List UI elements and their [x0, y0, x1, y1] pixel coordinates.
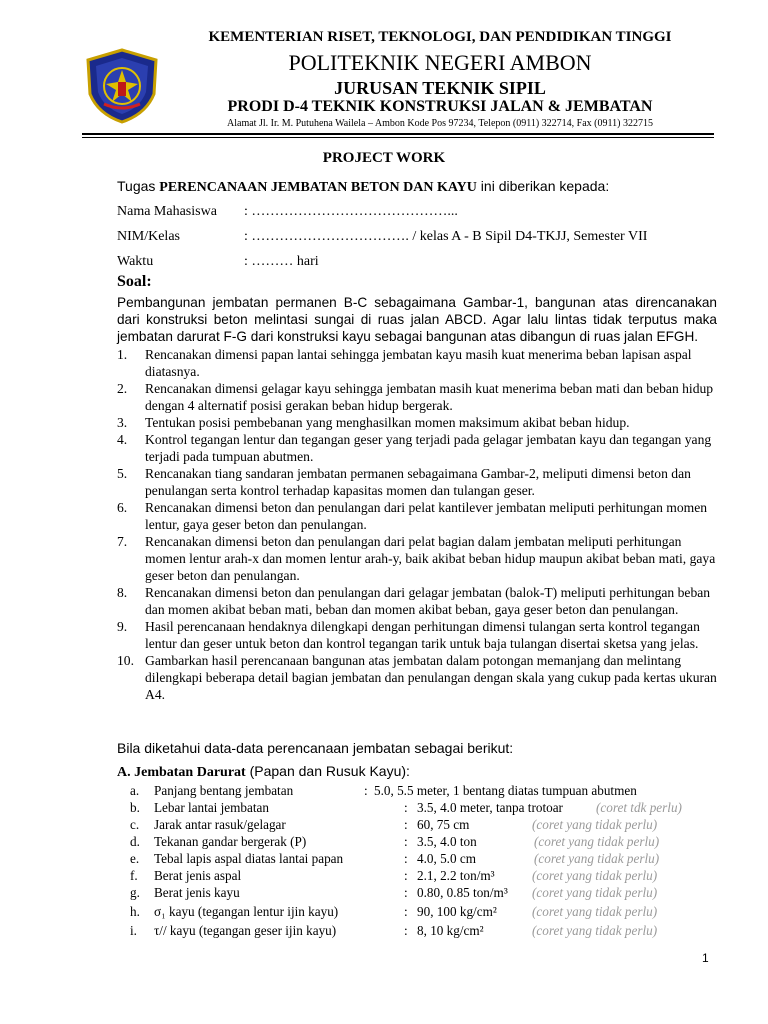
assignment-line — [117, 178, 609, 196]
spec-letter: h. — [130, 904, 140, 919]
program-name: PRODI D-4 TEKNIK KONSTRUKSI JALAN & JEMBATAN — [227, 98, 653, 115]
item-number: 10. — [117, 653, 134, 668]
spec-note: (coret yang tidak perlu) — [532, 885, 658, 900]
institution-name: POLITEKNIK NEGERI AMBON — [288, 50, 592, 75]
item-text: Rencanakan dimensi beton dan penulangan dari pelat bagian dalam jembatan meliputi perhitungan momen lentur arah-x dan momen lentur arah-y, baik akibat beban hidup maupun akibat beban mati, gaya geser beton dan penulangan. — [145, 534, 716, 583]
document-title: PROJECT WORK — [322, 150, 446, 166]
waktu-value: : ……… hari — [244, 254, 319, 269]
list-item — [117, 584, 717, 618]
item-number: 3. — [117, 415, 128, 430]
nama-value: : ……………………………………... — [244, 204, 458, 219]
list-item — [117, 618, 717, 652]
section-a-suffix: (Papan dan Rusuk Kayu): — [245, 763, 410, 779]
section-a-heading — [117, 763, 410, 781]
nim-label: NIM/Kelas — [117, 229, 180, 244]
spec-colon: : — [404, 923, 408, 938]
spec-letter: d. — [130, 834, 140, 849]
spec-note: (coret yang tidak perlu) — [534, 851, 660, 866]
list-item — [117, 652, 717, 703]
spec-note: (coret yang tidak perlu) — [532, 904, 658, 919]
item-text: Gambarkan hasil perencanaan bangunan atas jembatan dalam potongan memanjang dan melintang dilengkapi beberapa detail bagian jembatan dan penulangan dengan skala yang cukup pada kertas ukuran A4. — [145, 653, 717, 702]
ministry-heading: KEMENTERIAN RISET, TEKNOLOGI, DAN PENDIDIKAN TINGGI — [208, 29, 672, 45]
assignment-suffix: ini diberikan kepada: — [480, 178, 610, 194]
item-text: Kontrol tegangan lentur dan tegangan geser yang terjadi pada gelagar jembatan kayu dan tegangan yang terjadi pada tumpuan abutmen. — [145, 432, 712, 464]
data-intro: Bila diketahui data-data perencanaan jembatan sebagai berikut: — [117, 740, 514, 756]
intro-paragraph: Pembangunan jembatan permanen B-C sebagaimana Gambar-1, bangunan atas direncanakan dari konstruksi beton melintasi sungai di ruas jalan ABCD. Agar lalu lintas tidak terputus maka jembatan darurat F-G dari konstruksi kayu sebagai bangunan atas dibangun di ruas jalan EFGH. — [117, 295, 717, 344]
address-line: Alamat Jl. Ir. M. Putuhena Wailela – Ambon Kode Pos 97234, Telepon (0911) 322714, Fax (0911) 322715 — [227, 118, 653, 129]
list-item — [117, 499, 717, 533]
item-text: Rencanakan dimensi gelagar kayu sehingga jembatan masih kuat menerima beban mati dan beban hidup dengan 4 alternatif posisi gerakan beban hidup bergerak. — [145, 381, 714, 413]
spec-value: 2.1, 2.2 ton/m³ — [417, 868, 495, 883]
spec-value: 8, 10 kg/cm² — [417, 923, 484, 938]
soal-heading: Soal: — [117, 273, 152, 290]
page-number: 1 — [702, 951, 709, 965]
assignment-subject: PERENCANAAN JEMBATAN BETON DAN KAYU — [159, 180, 477, 195]
spec-value: 60, 75 cm — [417, 817, 470, 832]
spec-colon: : — [404, 851, 408, 866]
spec-letter: e. — [130, 851, 140, 866]
spec-label: Berat jenis aspal — [154, 868, 242, 883]
spec-note: (coret yang tidak perlu) — [534, 834, 660, 849]
item-number: 9. — [117, 619, 128, 634]
item-text: Rencanakan dimensi beton dan penulangan dari gelagar jembatan (balok-T) meliputi perhitungan beban dan momen akibat beban mati, beban dan momen akibat beban, gaya geser beton dan penulangan. — [145, 585, 711, 617]
item-number: 2. — [117, 381, 128, 396]
item-text: Rencanakan dimensi papan lantai sehingga jembatan kayu masih kuat menerima beban lapisan aspal diatasnya. — [145, 347, 692, 379]
nim-value: : ……………………………. / kelas A - B Sipil D4-TKJJ, Semester VII — [244, 229, 648, 244]
item-number: 7. — [117, 534, 128, 549]
item-text: Rencanakan dimensi beton dan penulangan dari pelat kantilever jembatan meliputi perhitungan momen lentur, gaya geser beton dan penulangan. — [145, 500, 708, 532]
spec-note: (coret yang tidak perlu) — [532, 868, 658, 883]
list-item — [117, 465, 717, 499]
spec-label: Tebal lapis aspal diatas lantai papan — [154, 851, 344, 866]
spec-letter: i. — [130, 923, 137, 938]
section-a-title: A. Jembatan Darurat — [117, 765, 246, 780]
spec-value: 5.0, 5.5 meter, 1 bentang diatas tumpuan abutmen — [374, 783, 637, 798]
task-list — [117, 346, 717, 703]
spec-colon: : — [404, 817, 408, 832]
spec-note: (coret yang tidak perlu) — [532, 817, 658, 832]
list-item — [117, 431, 717, 465]
nama-label: Nama Mahasiswa — [117, 204, 217, 219]
spec-colon: : — [364, 783, 368, 798]
department-name: JURUSAN TEKNIK SIPIL — [334, 78, 546, 98]
item-text: Tentukan posisi pembebanan yang menghasilkan momen maksimum akibat beban hidup. — [145, 415, 630, 430]
header-rule-thick — [82, 133, 714, 135]
spec-colon: : — [404, 834, 408, 849]
spec-colon: : — [404, 868, 408, 883]
spec-label: Jarak antar rasuk/gelagar — [154, 817, 286, 832]
spec-letter: g. — [130, 885, 140, 900]
list-item — [117, 346, 717, 380]
spec-label: Tekanan gandar bergerak (P) — [154, 834, 307, 849]
spec-value: 3.5, 4.0 meter, tanpa trotoar — [417, 800, 563, 815]
item-number: 5. — [117, 466, 128, 481]
spec-value: 3.5, 4.0 ton — [417, 834, 477, 849]
spec-letter: a. — [130, 783, 140, 798]
item-text: Hasil perencanaan hendaknya dilengkapi dengan perhitungan dimensi tulangan serta kontrol tegangan lentur dan geser untuk beton dan kontrol tegangan tarik untuk baja tulangan disertai sketsa yang jelas. — [145, 619, 700, 651]
list-item — [117, 380, 717, 414]
spec-letter: b. — [130, 800, 140, 815]
item-number: 8. — [117, 585, 128, 600]
item-number: 4. — [117, 432, 128, 447]
item-number: 6. — [117, 500, 128, 515]
waktu-label: Waktu — [117, 254, 154, 269]
spec-letter: f. — [130, 868, 138, 883]
spec-note: (coret yang tidak perlu) — [532, 923, 658, 938]
list-item — [117, 414, 717, 431]
spec-label: Lebar lantai jembatan — [154, 800, 269, 815]
assignment-prefix: Tugas — [117, 178, 156, 194]
item-number: 1. — [117, 347, 128, 362]
spec-colon: : — [404, 800, 408, 815]
spec-letter: c. — [130, 817, 140, 832]
spec-value: 4.0, 5.0 cm — [417, 851, 476, 866]
spec-label: Panjang bentang jembatan — [154, 783, 294, 798]
spec-value: 90, 100 kg/cm² — [417, 904, 497, 919]
spec-colon: : — [404, 885, 408, 900]
spec-colon: : — [404, 904, 408, 919]
spec-label: σ₁ kayu (tegangan lentur ijin kayu) — [154, 904, 339, 919]
item-text: Rencanakan tiang sandaran jembatan permanen sebagaimana Gambar-2, meliputi dimensi beton dan penulangan serta kontrol terhadap kapasitas momen dan tulangan geser. — [145, 466, 691, 498]
spec-label: τ// kayu (tegangan geser ijin kayu) — [154, 923, 337, 938]
spec-value: 0.80, 0.85 ton/m³ — [417, 885, 508, 900]
spec-label: Berat jenis kayu — [154, 885, 240, 900]
list-item — [117, 533, 717, 584]
spec-note: (coret tdk perlu) — [596, 800, 682, 815]
header-rule-thin — [82, 137, 714, 138]
